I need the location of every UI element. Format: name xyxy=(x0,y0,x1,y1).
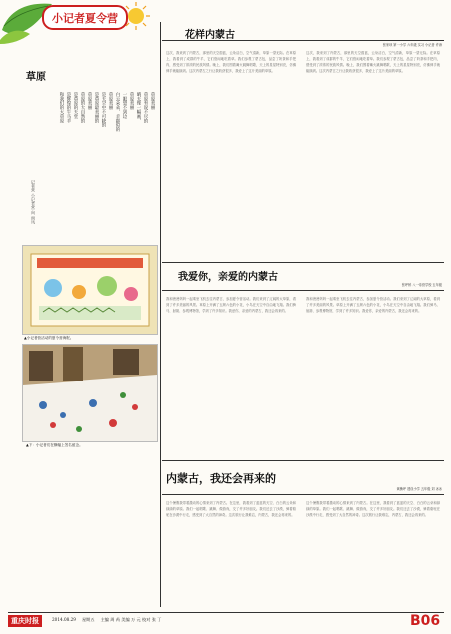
poem xyxy=(40,92,156,242)
poem-line: 和我们的大草原 xyxy=(59,92,64,123)
column-divider xyxy=(160,22,161,607)
poem-line: 草原美丽 xyxy=(108,92,113,110)
footer-rule xyxy=(8,612,444,613)
footer-date: 2014.08.29 xyxy=(52,617,76,622)
poster-photo-caption: ▲小记者营活动的夏令营海报。 xyxy=(24,336,74,340)
article-2-title-rule xyxy=(162,290,444,291)
article-1-body-col1: 这次，我来到了内蒙古，那里的天空蔚蓝，云朵洁白，空气清新，草原一望无际。在草原上，我看到了成群的牛羊，它们悠闲地吃着草。我们参观了蒙古包，品尝了奶茶和手把肉，感受到了浓浓的民族风情。晚上，我们围着篝火跳舞唱歌，天上的星星特别亮，仿佛伸手就能摘到。这次内蒙古之行让我收获很多，我爱上了这片美丽的草原。 xyxy=(166,51,296,73)
poem-line: 白云朵朵，羊群似的 xyxy=(115,92,120,132)
article-3-title: 内蒙古，我还会再来的 xyxy=(166,472,276,485)
article-3-body-col2: 这个暑假我带着激动的心情来到了内蒙古。在这里，我看到了蓝蓝的天空、白白的云朵和绿绿的草原。我们一起唱歌、跳舞、做游戏，交了许多好朋友。我们还去了沙漠，骑着骆驼在沙漠中行走，感受到了大自然的神奇。这次旅行让我难忘，内蒙古，我还会再来的。 xyxy=(306,501,440,517)
footer-brand-text: 重庆时报 xyxy=(11,617,39,625)
section-rule xyxy=(162,262,444,263)
poem-line: 一眼望不到边 xyxy=(122,92,127,119)
article-2-body-col1: 我和爸爸妈妈一起乘坐飞机去往内蒙古，参加夏令营活动。我们来到了辽阔的大草原，看到了许多美丽的风景。草原上开满了五颜六色的小花，小鸟在天空中自由地飞翔。我们骑马、射箭、参观博物馆，学到了许多知识。我爱你，亲爱的内蒙古，我还会再来的。 xyxy=(166,297,296,313)
poem-line: 草原美丽 xyxy=(129,92,134,110)
footer-info xyxy=(52,617,161,623)
page-number-text: B06 xyxy=(410,613,441,629)
masthead-title-box xyxy=(42,5,128,30)
poem-line: 是草原的天堂 xyxy=(73,92,78,119)
article-1-body-col2: 这次，我来到了内蒙古，那里的天空蔚蓝，云朵洁白，空气清新，草原一望无际。在草原上，我看到了成群的牛羊，它们悠闲地吃着草。我们参观了蒙古包，品尝了奶茶和手把肉，感受到了浓浓的民族风情。晚上，我们围着篝火跳舞唱歌，天上的星星特别亮，仿佛伸手就能摘到。这次内蒙古之行让我收获很多，我爱上了这片美丽的草原。 xyxy=(306,51,440,73)
article-1-title: 花样内蒙古 xyxy=(185,30,235,41)
footer-editor: 主编 周 芮 美编 万 元 校对 张 丁 xyxy=(100,617,162,622)
poem-line: 草原的大自然的 xyxy=(80,92,85,123)
poster-photo xyxy=(22,245,158,335)
banner-signing-photo-caption: ▲下：小记者们在横幅上签名留念。 xyxy=(26,443,83,447)
poem-line: 是辉煌的牛马羊 xyxy=(66,92,71,123)
poem-line: 是草原最美丽的 xyxy=(94,92,99,123)
article-2-byline: 张坪桥 八一帝营学校 五年级 xyxy=(401,283,442,287)
article-2-title: 我爱你，亲爱的内蒙古 xyxy=(178,272,278,283)
article-3-body-col1: 这个暑假我带着激动的心情来到了内蒙古。在这里，我看到了蓝蓝的天空、白白的云朵和绿绿的草原。我们一起唱歌、跳舞、做游戏，交了许多好朋友。我们还去了沙漠，骑着骆驼在沙漠中行走，感受到了大自然的神奇。这次旅行让我难忘，内蒙古，我还会再来的。 xyxy=(166,501,296,517)
article-1-title-rule xyxy=(162,40,444,41)
poem-line: 晴天像一幅画， xyxy=(136,92,141,123)
poem-title: 草原 xyxy=(26,72,46,83)
article-3-byline: 黄桷坪 建设小学 五年级 刘 冰冰 xyxy=(396,487,442,491)
footer-weekday: 星期五 xyxy=(81,617,95,622)
article-1-byline: 张家坝 第一小学 六年级 实习 小记者 许涛 xyxy=(382,43,442,47)
poem-byline: 记者营 小记者营 向 雨凤 xyxy=(31,180,36,224)
poem-line: 草原美丽 xyxy=(150,92,155,110)
footer-brand xyxy=(8,615,42,627)
masthead-title: 小记者夏令营 xyxy=(52,11,118,25)
poem-line: 草原美丽 xyxy=(87,92,92,110)
article-2-body-col2: 我和爸爸妈妈一起乘坐飞机去往内蒙古，参加夏令营活动。我们来到了辽阔的大草原，看到了许多美丽的风景。草原上开满了五颜六色的小花，小鸟在天空中自由地飞翔。我们骑马、射箭、参观博物馆，学到了许多知识。我爱你，亲爱的内蒙古，我还会再来的。 xyxy=(306,297,440,313)
poem-line: 是天空中不可缺的 xyxy=(101,92,106,128)
section-rule xyxy=(162,460,444,461)
banner-signing-photo xyxy=(22,344,158,442)
poem-line: 草原有说不尽的 xyxy=(143,92,148,123)
page-number xyxy=(410,613,440,629)
article-3-title-rule xyxy=(162,494,444,495)
